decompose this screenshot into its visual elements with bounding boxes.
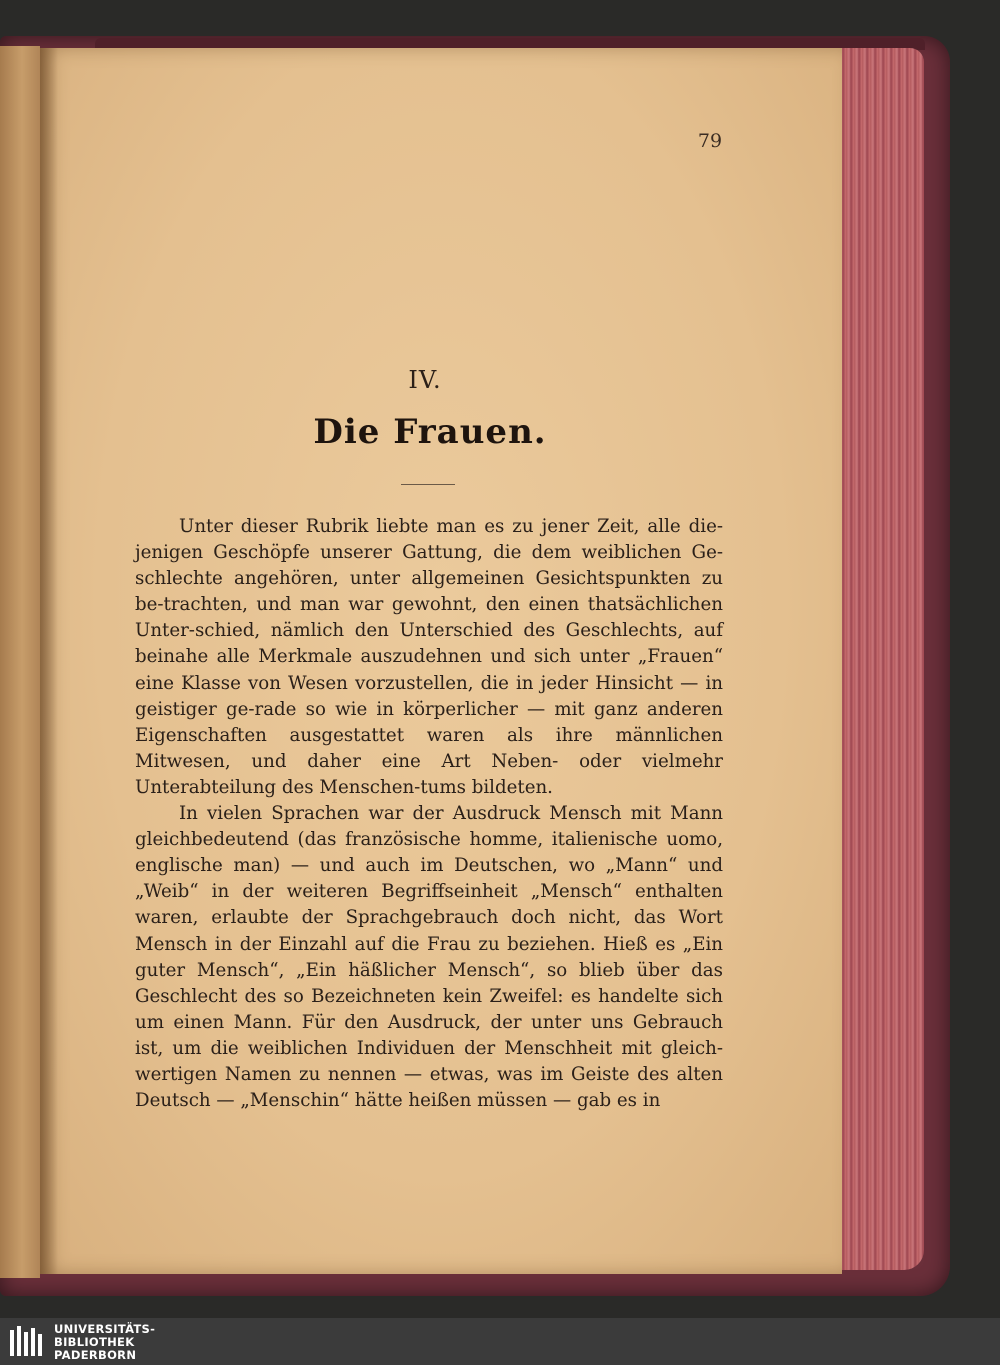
page-number: 79 (697, 130, 723, 152)
library-footer (0, 1318, 1000, 1365)
paragraph: Unter dieser Rubrik liebte man es zu jener Zeit, alle die-jenigen Geschöpfe unserer Gattung, die dem weiblichen Ge-schlechte angehören, unter allgemeinen Gesichtspunkten zu be-trachten, und man war gewohnt, den einen thatsächlichen Unter-schied, nämlich den Unterschied des Geschlechts, auf beinahe alle Merkmale auszudehnen und sich unter „Frauen“ eine Klasse von Wesen vorzustellen, die in jeder Hinsicht — in geistiger ge-rade so wie in körperlicher — mit ganz anderen Eigenschaften ausgestattet waren als ihre männlichen Mitwesen, und daher eine Art Neben- oder vielmehr Unterabteilung des Menschen-tums bildeten. (135, 516, 723, 798)
library-name-line3: PADERBORN (54, 1348, 137, 1362)
title-divider (401, 484, 455, 485)
library-logo-icon (8, 1324, 44, 1360)
chapter-number: IV. (408, 366, 442, 394)
left-page-edge (0, 46, 40, 1278)
library-name-line1: UNIVERSITÄTS- (54, 1322, 156, 1336)
paragraph: In vielen Sprachen war der Ausdruck Mensch mit Mann gleichbedeutend (das französische homme, italienische uomo, englische man) — und auch im Deutschen, wo „Mann“ und „Weib“ in der weiteren Begriffseinheit „Mensch“ enthalten waren, erlaubte der Sprachgebrauch doch nicht, das Wort Mensch in der Einzahl auf die Frau zu beziehen. Hieß es „Ein guter Mensch“, „Ein häßlicher Mensch“, so blieb über das Geschlecht des so Bezeichneten kein Zweifel: es handelte sich um einen Mann. Für den Ausdruck, der unter uns Gebrauch ist, um die weiblichen Individuen der Menschheit mit gleich-wertigen Namen zu nennen — etwas, was im Geiste des alten Deutsch — „Menschin“ hätte heißen müssen — gab es in (135, 803, 723, 1112)
page-edges (838, 48, 924, 1270)
body-text (135, 514, 723, 1114)
page-gutter-shadow (40, 48, 58, 1274)
chapter-title: Die Frauen. (313, 412, 547, 452)
library-name-line2: BIBLIOTHEK (54, 1335, 135, 1349)
